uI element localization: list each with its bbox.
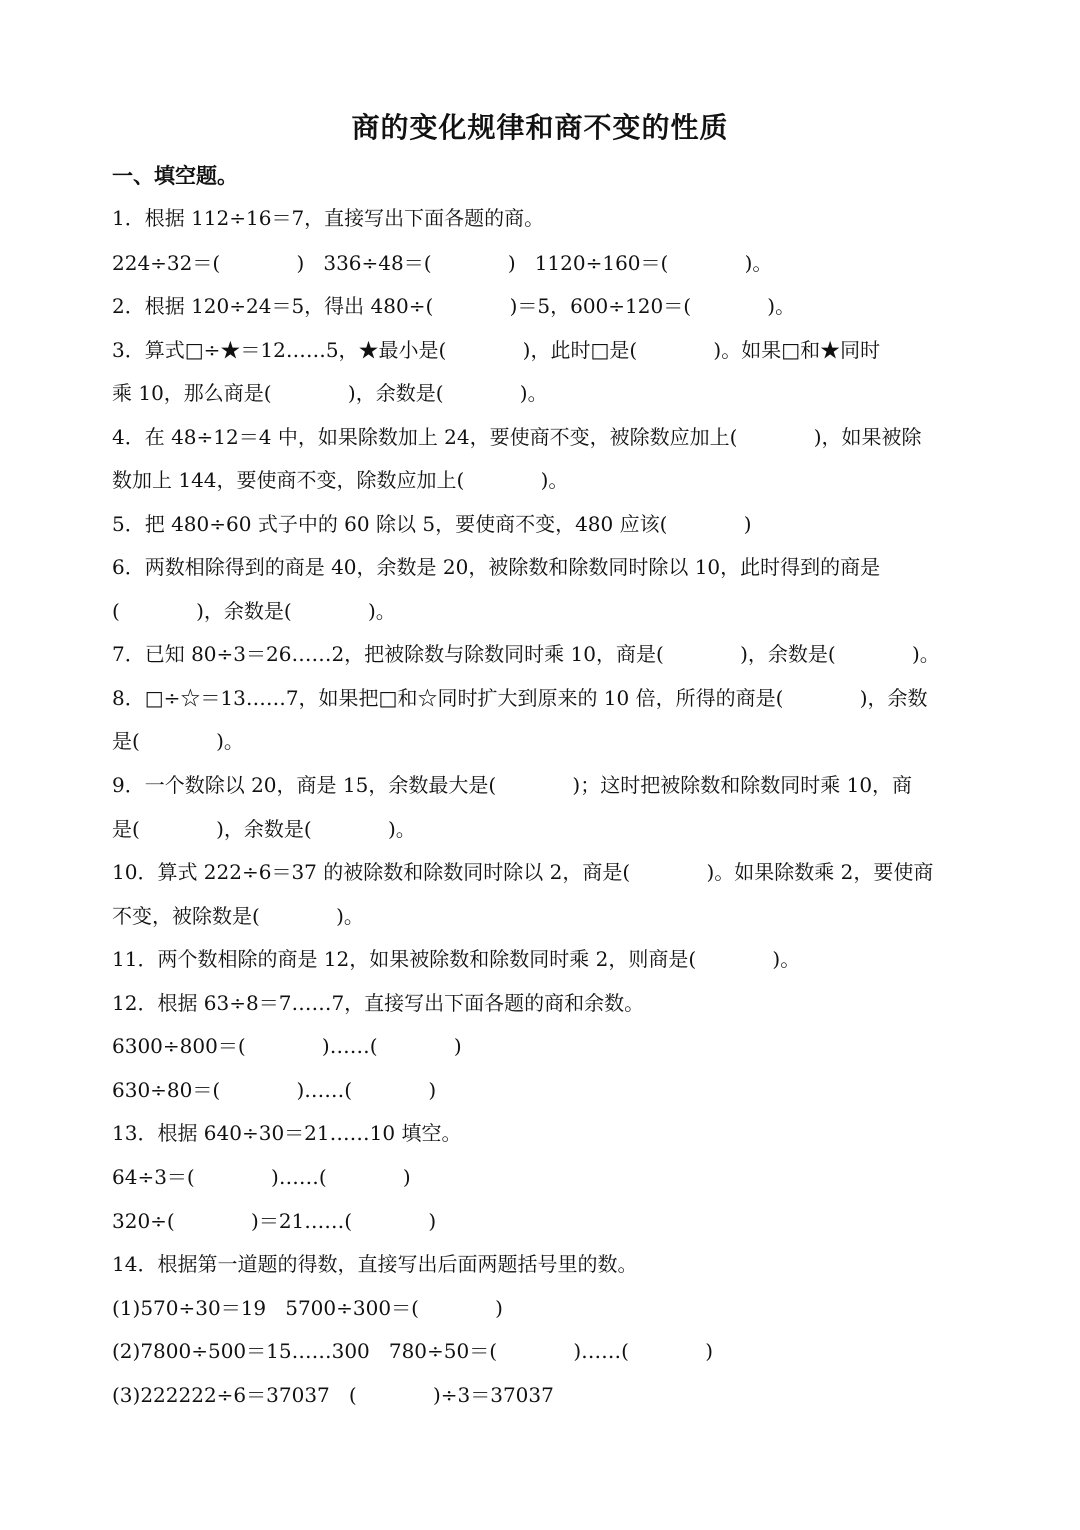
question-line: 11．两个数相除的商是 12，如果被除数和除数同时乘 2，则商是( )。 bbox=[112, 947, 801, 971]
question-line: 64÷3＝( )……( ) bbox=[112, 1165, 411, 1189]
question-line: 12．根据 63÷8＝7……7，直接写出下面各题的商和余数。 bbox=[112, 991, 645, 1015]
question-line: 数加上 144，要使商不变，除数应加上( )。 bbox=[112, 468, 569, 492]
question-line: 是( )，余数是( )。 bbox=[112, 817, 416, 841]
question-line: ( )，余数是( )。 bbox=[112, 599, 396, 623]
question-line: 10．算式 222÷6＝37 的被除数和除数同时除以 2，商是( )。如果除数乘 2，要使商 bbox=[112, 860, 934, 884]
question-line: 224÷32＝( ) 336÷48＝( ) 1120÷160＝( )。 bbox=[112, 251, 773, 275]
question-line: 6300÷800＝( )……( ) bbox=[112, 1034, 462, 1058]
question-line: 7．已知 80÷3＝26……2，把被除数与除数同时乘 10，商是( )，余数是( )。 bbox=[112, 642, 940, 666]
question-line: 是( )。 bbox=[112, 729, 244, 753]
section-heading: 一、填空题。 bbox=[112, 164, 238, 188]
question-line: 2．根据 120÷24＝5，得出 480÷( )＝5，600÷120＝( )。 bbox=[112, 294, 796, 318]
question-line: 6．两数相除得到的商是 40，余数是 20，被除数和除数同时除以 10，此时得到的商是 bbox=[112, 555, 881, 579]
question-line: 630÷80＝( )……( ) bbox=[112, 1078, 437, 1102]
question-line: 1．根据 112÷16＝7，直接写出下面各题的商。 bbox=[112, 206, 545, 230]
question-line: (2)7800÷500＝15……300 780÷50＝( )……( ) bbox=[112, 1339, 714, 1363]
question-line: 8．□÷☆＝13……7，如果把□和☆同时扩大到原来的 10 倍，所得的商是( )，余数 bbox=[112, 686, 928, 710]
question-line: (3)222222÷6＝37037 ( )÷3＝37037 bbox=[112, 1383, 554, 1407]
question-line: 13．根据 640÷30＝21……10 填空。 bbox=[112, 1121, 462, 1145]
question-line: 3．算式□÷★＝12……5，★最小是( )，此时□是( )。如果□和★同时 bbox=[112, 338, 881, 362]
question-line: 乘 10，那么商是( )，余数是( )。 bbox=[112, 381, 548, 405]
question-line: 不变，被除数是( )。 bbox=[112, 904, 364, 928]
question-line: 5．把 480÷60 式子中的 60 除以 5，要使商不变，480 应该( ) bbox=[112, 512, 752, 536]
question-line: 4．在 48÷12＝4 中，如果除数加上 24，要使商不变，被除数应加上( )，如果被除 bbox=[112, 425, 922, 449]
question-line: 14．根据第一道题的得数，直接写出后面两题括号里的数。 bbox=[112, 1252, 638, 1276]
question-line: 9．一个数除以 20，商是 15，余数最大是( )；这时把被除数和除数同时乘 10，商 bbox=[112, 773, 913, 797]
question-line: 320÷( )＝21……( ) bbox=[112, 1209, 437, 1233]
page-title: 商的变化规律和商不变的性质 bbox=[351, 111, 729, 144]
question-line: (1)570÷30＝19 5700÷300＝( ) bbox=[112, 1296, 503, 1320]
